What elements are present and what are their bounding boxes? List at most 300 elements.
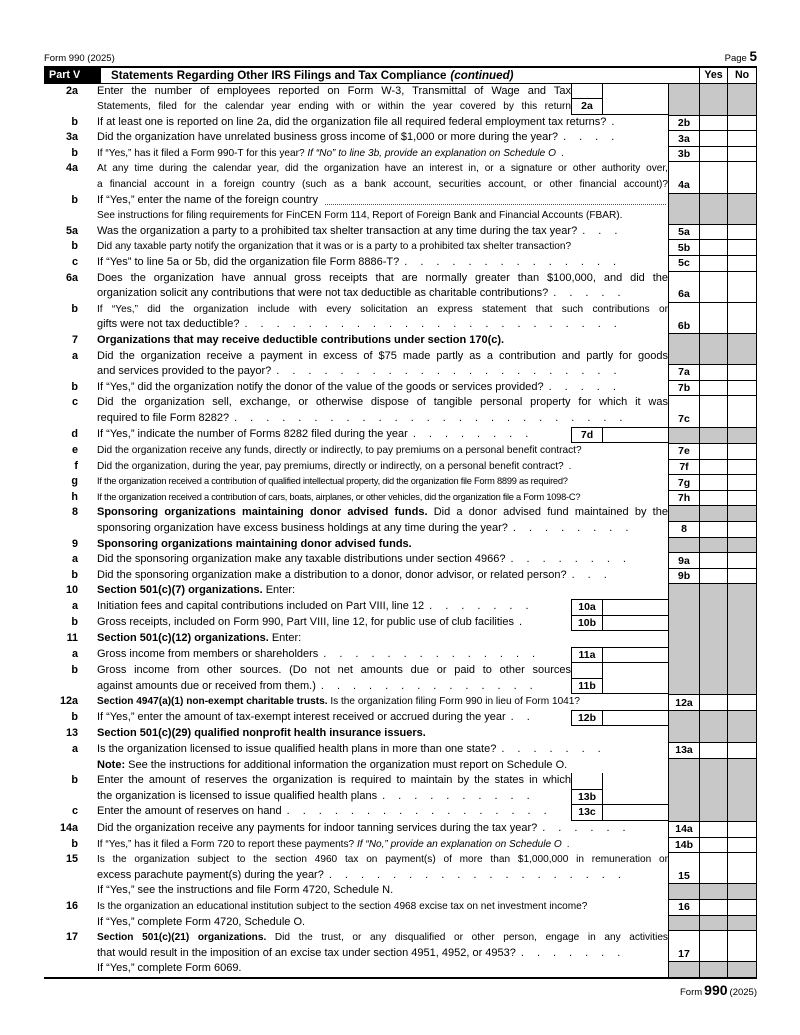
line-code: 4a <box>668 161 699 192</box>
answer-yes-cell <box>699 961 727 977</box>
line-text: against amounts due or received from them.) .............. <box>97 679 546 692</box>
line-text: a financial account in a foreign country (such as a bank account, securities account, or other financial account)? <box>97 179 668 191</box>
answer-no-cell[interactable] <box>727 694 757 710</box>
line-code: 2b <box>668 115 699 131</box>
answer-yes-cell[interactable] <box>699 459 727 475</box>
line-text: Did the organization receive any funds, directly or indirectly, to pay premiums on a personal benefit contract? <box>97 445 582 457</box>
line-number: 11 <box>66 632 78 645</box>
answer-no-cell[interactable] <box>727 255 757 271</box>
box-label-13b: 13b <box>572 789 602 805</box>
line-code: 7a <box>668 349 699 380</box>
row-13b <box>44 773 757 804</box>
box-label-11b: 11b <box>572 678 602 694</box>
page-footer: Form 990 (2025) <box>680 981 757 998</box>
line-text: If the organization received a contribution of cars, boats, airplanes, or other vehicles, did the organization file a Form 1098-C? <box>97 491 581 502</box>
line-code <box>668 333 699 349</box>
answer-yes-cell[interactable] <box>699 852 727 883</box>
line-text: Did the organization receive any payments for indoor tanning services during the tax year? ...... <box>97 821 639 834</box>
row-2b <box>44 115 757 131</box>
row-7d <box>44 427 757 444</box>
answer-yes-cell <box>699 427 727 444</box>
answer-yes-cell[interactable] <box>699 395 727 426</box>
row-16-note <box>44 915 757 931</box>
answer-yes-cell <box>699 537 727 553</box>
row-13c <box>44 804 757 821</box>
part-v-title: Statements Regarding Other IRS Filings and Tax Compliance (continued) <box>111 68 514 82</box>
line-text: Is the organization licensed to issue qualified health plans in more than one state? ....... <box>97 743 614 756</box>
answer-no-cell <box>727 333 757 349</box>
line-code: 3b <box>668 146 699 162</box>
line-code <box>668 84 699 115</box>
answer-yes-cell <box>699 758 727 774</box>
line-text: Was the organization a party to a prohibited tax shelter transaction at any time during the tax year? ... <box>97 224 631 237</box>
line-code: 12a <box>668 694 699 710</box>
answer-yes-cell <box>699 710 727 727</box>
line-text: If “Yes” to line 5a or 5b, did the organization file Form 8886-T? .............. <box>97 256 630 269</box>
row-3b <box>44 146 757 162</box>
answer-yes-cell[interactable] <box>699 130 727 146</box>
part-v-label: Part V <box>44 68 101 83</box>
row-15-note <box>44 883 757 899</box>
answer-yes-cell[interactable] <box>699 474 727 490</box>
line-code <box>668 537 699 553</box>
answer-yes-cell[interactable] <box>699 930 727 961</box>
line-code: 7h <box>668 490 699 506</box>
line-code: 8 <box>668 505 699 536</box>
line-code: 14a <box>668 821 699 837</box>
line-text: Did the sponsoring organization make a distribution to a donor, donor advisor, or related person? ... <box>97 568 620 581</box>
answer-yes-cell <box>699 773 727 804</box>
line-code: 17 <box>668 930 699 961</box>
amount-entry-7d[interactable] <box>603 428 668 443</box>
answer-no-cell <box>727 883 757 899</box>
answer-no-cell[interactable] <box>727 380 757 396</box>
line-number: b <box>71 710 78 723</box>
answer-no-cell[interactable] <box>727 852 757 883</box>
answer-yes-cell[interactable] <box>699 255 727 271</box>
line-number <box>44 758 78 774</box>
line-number: c <box>71 256 78 269</box>
line-code: 7b <box>668 380 699 396</box>
answer-no-cell <box>727 710 757 727</box>
row-5a <box>44 224 757 240</box>
box-label-13c: 13c <box>572 805 603 820</box>
line-number: b <box>71 664 78 677</box>
answer-no-col <box>727 349 757 380</box>
box-label-12b: 12b <box>572 711 603 726</box>
line-number: 6a <box>65 271 78 284</box>
line-text: Did the sponsoring organization make any taxable distributions under section 4966? ........ <box>97 553 639 566</box>
line-number: c <box>71 805 78 818</box>
line-text: and services provided to the payor? ...................... <box>97 365 630 378</box>
row-9-heading <box>44 537 757 553</box>
answer-yes-cell <box>699 583 727 599</box>
row-7g <box>44 474 757 490</box>
line-text: Gross income from other sources. (Do not net amounts due or paid to other sources <box>97 664 571 677</box>
line-number: b <box>71 115 78 128</box>
line-number: b <box>71 774 78 787</box>
line-number: b <box>71 146 78 159</box>
line-number: a <box>71 349 78 362</box>
answer-no-cell[interactable] <box>727 443 757 459</box>
line-text: If “Yes,” did the organization notify the donor of the value of the goods or services provided? ..... <box>97 380 629 393</box>
answer-no-cell[interactable] <box>727 302 757 333</box>
row-7e <box>44 443 757 459</box>
amount-entry-11b[interactable] <box>603 678 668 694</box>
answer-no-cell[interactable] <box>727 115 757 131</box>
answer-yes-cell[interactable] <box>699 380 727 396</box>
line-code: 3a <box>668 130 699 146</box>
answer-yes-cell[interactable] <box>700 521 727 537</box>
answer-no-cell[interactable] <box>727 490 757 506</box>
answer-no-cell[interactable] <box>727 837 757 853</box>
line-number <box>44 915 78 931</box>
line-code: 15 <box>668 852 699 883</box>
line-text: At any time during the calendar year, did the organization have an interest in, or a signature or other authority over, <box>97 163 668 175</box>
answer-yes-cell <box>699 193 727 224</box>
answer-yes-cell <box>699 84 727 115</box>
answer-yes-cell[interactable] <box>699 837 727 853</box>
line-text: Initiation fees and capital contributions included on Part VIII, line 12 ....... <box>97 600 542 612</box>
line-code <box>668 758 699 774</box>
line-code: 9b <box>668 568 699 584</box>
answer-yes-cell[interactable] <box>699 271 727 302</box>
answer-no-cell[interactable] <box>727 395 757 426</box>
line-text: Is the organization subject to the section 4960 tax on payment(s) of more than $1,000,000 in remuneration or <box>97 854 668 866</box>
line-code <box>668 883 699 899</box>
answer-yes-col <box>699 349 727 380</box>
answer-yes-cell <box>699 883 727 899</box>
answer-no-cell[interactable] <box>727 146 757 162</box>
answer-no-cell <box>727 84 757 115</box>
line-code <box>668 427 699 444</box>
line-number: b <box>71 380 78 393</box>
line-code <box>668 915 699 931</box>
line-number: 8 <box>71 506 78 519</box>
answer-no-cell <box>727 961 757 977</box>
line-code: 7g <box>668 474 699 490</box>
line-number: 3a <box>65 131 78 144</box>
row-16 <box>44 899 757 915</box>
line-code: 14b <box>668 837 699 853</box>
line-text: excess parachute payment(s) during the year? ................... <box>97 868 634 881</box>
answer-no-cell <box>727 631 757 647</box>
line-number: 2a <box>65 84 78 97</box>
line-code <box>668 663 699 694</box>
answer-yes-cell[interactable] <box>699 490 727 506</box>
answer-yes-cell[interactable] <box>699 821 727 837</box>
answer-no-cell <box>727 726 757 742</box>
line-text: Section 501(c)(21) organizations. Did the trust, or any disqualified or other person, engage in any activities <box>97 932 668 944</box>
row-3a <box>44 130 757 146</box>
line-text: If “Yes,” has it filed a Form 990-T for this year? If “No” to line 3b, provide an explanation on Schedule O . <box>97 147 577 159</box>
answer-no-cell <box>727 758 757 774</box>
line-code <box>668 599 699 615</box>
line-text: If “Yes,” did the organization include with every solicitation an express statement that such contributions or <box>97 303 668 315</box>
line-number: b <box>71 193 78 206</box>
answer-no-cell[interactable] <box>727 552 757 568</box>
line-number: 7 <box>71 334 78 346</box>
row-13-heading <box>44 726 757 742</box>
row-11-heading <box>44 631 757 647</box>
amount-entry-13b[interactable] <box>603 789 668 805</box>
line-code <box>668 710 699 727</box>
line-number: e <box>71 444 78 457</box>
answer-yes-cell[interactable] <box>699 115 727 131</box>
row-10-heading <box>44 583 757 599</box>
page-header <box>44 46 757 64</box>
answer-yes-cell[interactable] <box>699 161 727 192</box>
line-number: h <box>71 490 78 503</box>
answer-no-cell <box>727 583 757 599</box>
foreign-country-input[interactable] <box>325 193 666 205</box>
line-text: Enter the amount of reserves on hand ................. <box>97 805 560 818</box>
line-text: that would result in the imposition of an excise tax under section 4951, 4952, or 4953? ....... <box>97 946 634 959</box>
answer-yes-cell[interactable] <box>699 899 727 915</box>
answer-no-cell <box>727 599 757 615</box>
line-text: organization solicit any contributions that were not tax deductible as charitable contributions? ..... <box>97 287 634 300</box>
line-text: Does the organization have annual gross receipts that are normally greater than $100,000, and did the <box>97 271 668 284</box>
line-text: If “Yes,” has it filed a Form 720 to report these payments? If “No,” provide an explanation on Schedule O . <box>97 838 583 850</box>
answer-yes-cell[interactable] <box>699 552 727 568</box>
line-code <box>668 726 699 742</box>
row-5c <box>44 255 757 271</box>
row-15 <box>44 852 757 883</box>
line-code: 13a <box>668 742 699 758</box>
row-2a <box>44 84 757 115</box>
answer-no-cell <box>727 773 757 804</box>
line-text: If “Yes,” see the instructions and file Form 4720, Schedule N. <box>97 884 394 897</box>
answer-no-cell <box>727 647 757 664</box>
amount-entry-2a[interactable] <box>603 98 668 114</box>
answer-yes-cell[interactable] <box>699 239 727 255</box>
amount-entry-10a[interactable] <box>603 600 668 615</box>
line-text: If “Yes,” complete Form 6069. <box>97 962 242 975</box>
row-7h <box>44 490 757 506</box>
answer-no-cell[interactable] <box>727 474 757 490</box>
answer-yes-cell[interactable] <box>699 694 727 710</box>
page-number: Page 5 <box>724 49 757 64</box>
line-text: required to file Form 8282? ......................... <box>97 411 636 424</box>
line-text: If “Yes,” indicate the number of Forms 8282 filed during the year ........ <box>97 427 542 440</box>
line-number: b <box>71 615 78 628</box>
line-text: Section 501(c)(12) organizations. Enter: <box>97 632 302 645</box>
row-9b <box>44 568 757 584</box>
line-code <box>668 193 699 224</box>
answer-yes-cell <box>699 599 727 615</box>
row-14b <box>44 837 757 853</box>
amount-entry-11a[interactable] <box>603 648 668 663</box>
row-17 <box>44 930 757 961</box>
line-text: Did any taxable party notify the organization that it was or is a party to a prohibited tax shelter transaction? <box>97 241 572 253</box>
line-number: b <box>71 837 78 850</box>
line-code: 7c <box>668 395 699 426</box>
line-number: c <box>71 396 78 409</box>
row-4b <box>44 193 757 224</box>
answer-no-cell[interactable] <box>727 899 757 915</box>
answer-no-cell[interactable] <box>727 821 757 837</box>
amount-entry-10b[interactable] <box>603 616 668 631</box>
amount-box-13c <box>571 804 668 821</box>
row-9a <box>44 552 757 568</box>
amount-box-11a <box>571 647 668 664</box>
line-number: 4a <box>65 162 78 175</box>
answer-no-cell[interactable] <box>728 521 756 537</box>
amount-box-10b <box>571 615 668 632</box>
answer-no-cell <box>727 663 757 694</box>
row-7c <box>44 395 757 426</box>
row-10b <box>44 615 757 632</box>
answer-yes-cell[interactable] <box>700 364 727 380</box>
line-code: 5b <box>668 239 699 255</box>
amount-box-13b <box>571 773 668 804</box>
answer-no-cell[interactable] <box>727 459 757 475</box>
answer-yes-cell[interactable] <box>699 568 727 584</box>
row-12b <box>44 710 757 727</box>
line-code <box>668 647 699 664</box>
line-code: 6b <box>668 302 699 333</box>
answer-yes-cell[interactable] <box>699 302 727 333</box>
row-4a <box>44 161 757 192</box>
line-text: Section 501(c)(7) organizations. Enter: <box>97 584 296 597</box>
line-text: Statements, filed for the calendar year ending with or within the year covered by this return <box>97 101 571 113</box>
line-text: Did the organization sell, exchange, or otherwise dispose of tangible personal property for which it was <box>97 396 668 409</box>
line-text: Did the organization have unrelated business gross income of $1,000 or more during the year? .... <box>97 131 628 144</box>
box-label-7d: 7d <box>572 428 603 443</box>
line-code: 7f <box>668 459 699 475</box>
answer-no-cell[interactable] <box>727 568 757 584</box>
row-13-note <box>44 758 757 774</box>
answer-no-col <box>727 505 757 536</box>
line-code: 16 <box>668 899 699 915</box>
line-number: b <box>71 302 78 315</box>
line-number: b <box>71 240 78 253</box>
amount-box-12b <box>571 710 668 727</box>
line-number <box>44 961 78 977</box>
answer-no-cell <box>727 537 757 553</box>
box-label-10b: 10b <box>572 616 603 631</box>
row-13a <box>44 742 757 758</box>
answer-no-cell <box>727 804 757 821</box>
line-code: 9a <box>668 552 699 568</box>
line-number: g <box>71 475 78 488</box>
line-text: Gross receipts, included on Form 990, Part VIII, line 12, for public use of club facilities . <box>97 615 536 628</box>
line-number: a <box>71 600 78 612</box>
line-number: 14a <box>59 821 78 834</box>
line-number: 10 <box>65 584 78 597</box>
line-code <box>668 631 699 647</box>
amount-entry-12b[interactable] <box>603 711 668 726</box>
line-number <box>44 883 78 899</box>
row-7f <box>44 459 757 475</box>
line-text: Sponsoring organizations maintaining donor advised funds. Did a donor advised fund maintained by the <box>97 506 668 519</box>
line-text: If at least one is reported on line 2a, did the organization file all required federal employment tax returns? . <box>97 115 628 128</box>
part-v-table <box>44 66 757 979</box>
answer-no-cell[interactable] <box>728 364 756 380</box>
row-11b <box>44 663 757 694</box>
answer-no-cell[interactable] <box>727 161 757 192</box>
row-17-note <box>44 961 757 977</box>
amount-box-10a <box>571 599 668 615</box>
row-12a <box>44 694 757 710</box>
row-7-heading <box>44 333 757 349</box>
row-6a <box>44 271 757 302</box>
line-number: 17 <box>65 931 78 944</box>
line-code: 7e <box>668 443 699 459</box>
line-text: sponsoring organization have excess business holdings at any time during the year? ........ <box>97 522 642 535</box>
line-number: d <box>71 427 78 440</box>
answer-yes-cell <box>699 615 727 632</box>
answer-no-cell <box>727 615 757 632</box>
answer-yes-cell <box>699 647 727 664</box>
line-text: If “Yes,” enter the amount of tax-exempt interest received or accrued during the year .. <box>97 710 543 723</box>
line-code <box>668 804 699 821</box>
line-code <box>668 961 699 977</box>
line-text: If “Yes,” enter the name of the foreign country <box>97 193 668 209</box>
answer-yes-cell <box>699 663 727 694</box>
line-text: Note: See the instructions for additional information the organization must report on Schedule O. <box>97 758 568 771</box>
line-text: Did the organization, during the year, pay premiums, directly or indirectly, on a personal benefit contract? . <box>97 460 585 472</box>
amount-box-11b <box>571 663 668 694</box>
line-text: Section 4947(a)(1) non-exempt charitable trusts. Is the organization filing Form 990 in lieu of Form 1041? <box>97 696 581 708</box>
line-code: 6a <box>668 271 699 302</box>
line-text: Section 501(c)(29) qualified nonprofit health insurance issuers. <box>97 727 426 740</box>
line-number: a <box>71 553 78 566</box>
answer-no-cell[interactable] <box>727 224 757 240</box>
answer-no-cell[interactable] <box>727 742 757 758</box>
line-text: the organization is licensed to issue qualified health plans .......... <box>97 789 543 802</box>
line-number: a <box>71 743 78 756</box>
answer-yes-cell[interactable] <box>699 146 727 162</box>
line-text: Is the organization an educational institution subject to the section 4968 excise tax on net investment income? <box>97 900 588 912</box>
amount-entry-13c[interactable] <box>603 805 668 820</box>
answer-no-cell <box>727 915 757 931</box>
answer-no-cell[interactable] <box>727 130 757 146</box>
line-text: gifts were not tax deductible? ........................ <box>97 318 630 331</box>
answer-no-cell[interactable] <box>727 239 757 255</box>
line-number: 12a <box>59 695 78 708</box>
answer-yes-cell[interactable] <box>699 224 727 240</box>
answer-no-cell[interactable] <box>727 930 757 961</box>
row-11a <box>44 647 757 664</box>
answer-yes-cell[interactable] <box>699 742 727 758</box>
line-number: 5a <box>65 224 78 237</box>
yes-column-header: Yes <box>699 68 727 83</box>
line-code: 5c <box>668 255 699 271</box>
row-7a <box>44 349 757 380</box>
part-v-header-bar <box>44 66 757 84</box>
line-text: Gross income from members or shareholders .............. <box>97 647 549 660</box>
answer-yes-cell[interactable] <box>699 443 727 459</box>
row-14a <box>44 821 757 837</box>
box-label-2a: 2a <box>572 98 602 114</box>
row-6b <box>44 302 757 333</box>
answer-no-cell[interactable] <box>727 271 757 302</box>
answer-yes-cell <box>699 631 727 647</box>
line-code <box>668 583 699 599</box>
answer-yes-cell <box>699 915 727 931</box>
line-text: Enter the amount of reserves the organization is required to maintain by the states in which <box>97 774 571 787</box>
line-number: f <box>74 459 78 472</box>
line-number: b <box>71 568 78 581</box>
answer-yes-cell <box>699 726 727 742</box>
no-column-header: No <box>727 68 757 83</box>
line-code: 5a <box>668 224 699 240</box>
line-text: If the organization received a contribution of qualified intellectual property, did the organization file Form 8899 as required? <box>97 476 568 487</box>
answer-no-cell <box>727 427 757 444</box>
form-number: Form 990 (2025) <box>44 53 115 64</box>
line-text: Organizations that may receive deductible contributions under section 170(c). <box>97 334 505 346</box>
